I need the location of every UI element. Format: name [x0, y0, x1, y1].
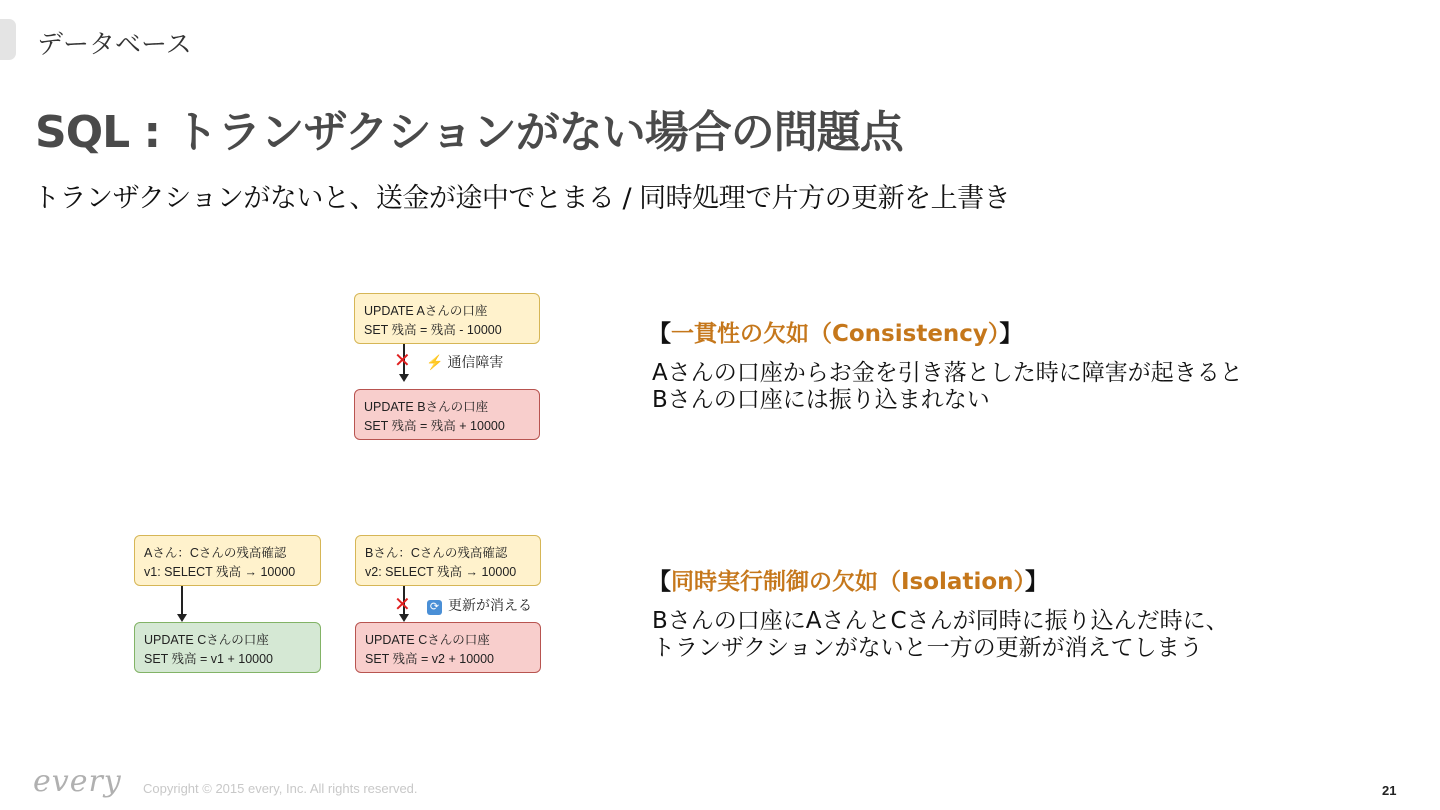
box-line: SET 残高 = 残高 - 10000: [364, 323, 502, 337]
failure-annotation: [426, 352, 503, 372]
consistency-description: [652, 360, 1243, 414]
isolation-heading: [648, 563, 1048, 596]
description-line: Bさんの口座には振り込まれない: [652, 387, 990, 413]
isolation-description: [652, 608, 1229, 662]
lost-annotation: [427, 595, 532, 615]
a-select-box: [134, 535, 321, 586]
box-line: SET 残高 = v1 + 10000: [144, 652, 274, 666]
arrow-head-icon: [177, 614, 187, 622]
page-number: 21: [1382, 783, 1397, 798]
box-line: Bさん：Cさんの残高確認: [365, 546, 508, 560]
box-line: UPDATE Aさんの口座: [364, 304, 488, 318]
bracket-open: 【: [648, 321, 671, 347]
bracket-open: 【: [648, 569, 671, 595]
failure-label: 通信障害: [447, 354, 504, 370]
box-line: SET 残高 = 残高 + 10000: [364, 419, 505, 433]
consistency-heading: [648, 315, 1022, 348]
consistency-title: 一貫性の欠如（Consistency）: [671, 321, 1000, 347]
refresh-icon: ⟳: [427, 600, 442, 615]
section-tab-marker: [0, 19, 16, 60]
box-line: UPDATE Cさんの口座: [365, 633, 490, 647]
box-line: Aさん：Cさんの残高確認: [144, 546, 287, 560]
lost-x-icon: ✕: [394, 592, 411, 616]
box-line: UPDATE Bさんの口座: [364, 400, 489, 414]
box-line: UPDATE Cさんの口座: [144, 633, 269, 647]
flow-arrow: [181, 586, 183, 615]
bracket-close: 】: [999, 321, 1023, 347]
every-logo: every: [33, 764, 122, 799]
b-select-box: [355, 535, 541, 586]
page-title: SQL : トランザクションがない場合の問題点: [35, 107, 903, 158]
description-line: Bさんの口座にAさんとCさんが同時に振り込んだ時に、: [652, 608, 1229, 634]
description-line: トランザクションがないと一方の更新が消えてしまう: [652, 635, 1203, 661]
bracket-close: 】: [1025, 569, 1049, 595]
a-update-box: [134, 622, 321, 673]
description-line: Aさんの口座からお金を引き落とした時に障害が起きると: [652, 360, 1243, 386]
box-line: v1: SELECT 残高 → 10000: [144, 565, 296, 579]
update-a-account-box: [354, 293, 540, 344]
box-line: v2: SELECT 残高 → 10000: [365, 565, 517, 579]
lightning-icon: ⚡: [426, 354, 444, 370]
failure-x-icon: ✕: [394, 348, 411, 372]
b-update-box: [355, 622, 541, 673]
page-subtitle: トランザクションがないと、送金が途中でとまる / 同時処理で片方の更新を上書き: [33, 183, 1011, 214]
box-line: SET 残高 = v2 + 10000: [365, 652, 495, 666]
update-b-account-box: [354, 389, 540, 440]
section-label: データベース: [37, 30, 192, 60]
copyright-text: Copyright © 2015 every, Inc. All rights reserved.: [143, 781, 418, 796]
isolation-title: 同時実行制御の欠如（Isolation）: [671, 569, 1026, 595]
arrow-head-icon: [399, 374, 409, 382]
lost-label: 更新が消える: [448, 597, 532, 613]
